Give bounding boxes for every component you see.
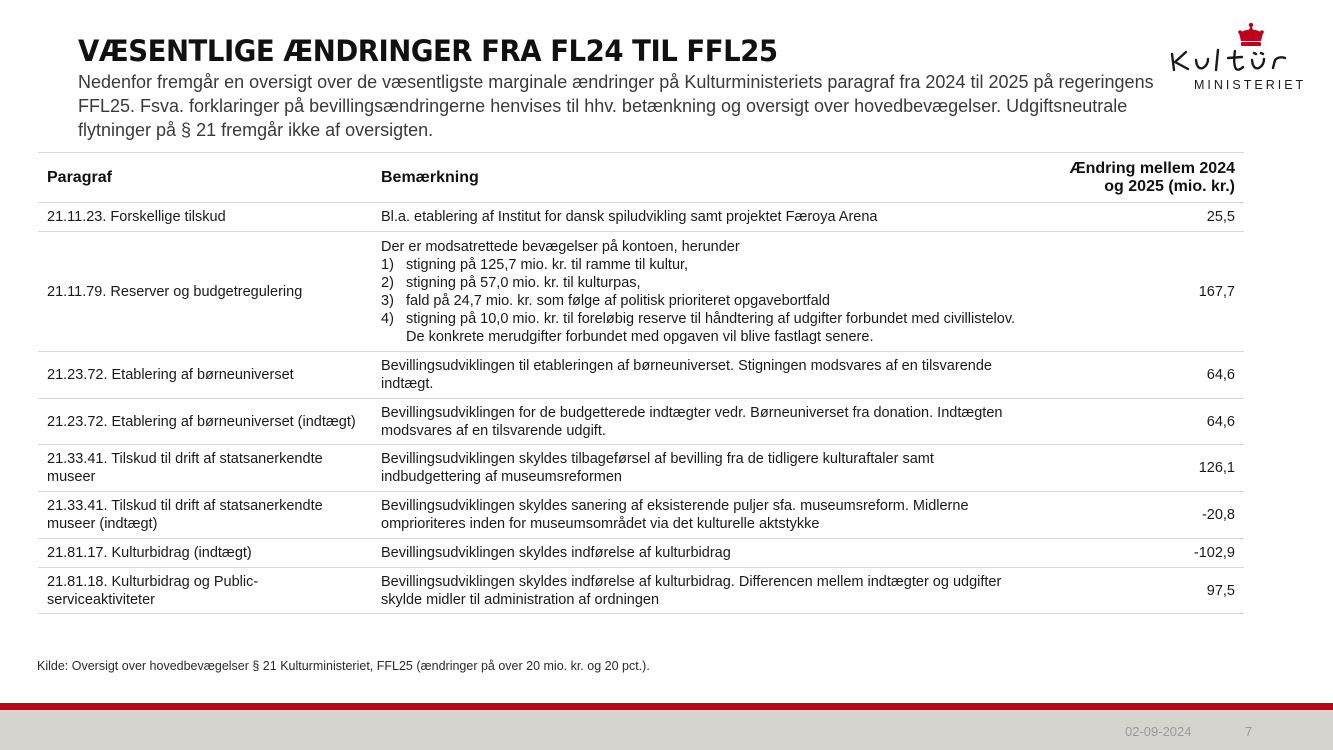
list-item-text: stigning på 57,0 mio. kr. til kulturpas,	[406, 274, 641, 291]
page-subtitle: Nedenfor fremgår en oversigt over de væsentligste marginale ændringer på Kulturministeriets paragraf fra 2024 til 2025 på regeringens FFL25. Fsva. forklaringer på bevillingsændringerne henvises til hhv. betænkning og oversigt over hovedbevægelser. Udgiftsneutrale flytninger på § 21 fremgår ikke af oversigten.	[78, 72, 1154, 140]
row-paragraf: 21.11.79. Reserver og budgetregulering	[38, 232, 372, 352]
row-remark: Bl.a. etablering af Institut for dansk spiludvikling samt projektet Færoya Arena	[372, 203, 1044, 232]
crown-icon	[1236, 22, 1266, 48]
table-row	[38, 352, 1244, 399]
list-item	[381, 292, 1035, 310]
header-change-line2: og 2025 (mio. kr.)	[1104, 177, 1235, 195]
row-remark: Bevillingsudviklingen skyldes sanering af eksisterende puljer sfa. museumsreform. Midlerne omprioriteres inden for museumsområdet via det kulturelle aktstykke	[372, 492, 1044, 539]
list-item-text: fald på 24,7 mio. kr. som følge af politisk prioriteret opgavebortfald	[406, 292, 830, 309]
row-paragraf: 21.23.72. Etablering af børneuniverset (indtægt)	[38, 399, 372, 445]
row-paragraf: 21.81.18. Kulturbidrag og Public-serviceaktiviteter	[38, 568, 372, 614]
row-remark: Bevillingsudviklingen for de budgetterede indtægter vedr. Børneuniverset fra donation. Indtægten modsvares af en tilsvarende udgift.	[372, 399, 1044, 445]
list-item	[381, 256, 1035, 274]
row-paragraf: 21.33.41. Tilskud til drift af statsanerkendte museer (indtægt)	[38, 492, 372, 539]
list-item-number: 2)	[381, 274, 394, 291]
list-item-text: stigning på 10,0 mio. kr. til foreløbig reserve til håndtering af udgifter forbundet med civillistelov. De konkrete merudgifter forbundet med opgaven vil blive fastlagt senere.	[406, 310, 1016, 345]
row-remark	[372, 232, 1044, 352]
list-item-number: 4)	[381, 310, 394, 327]
list-item	[381, 274, 1035, 292]
row-value: -102,9	[1044, 539, 1244, 568]
row-value: 25,5	[1044, 203, 1244, 232]
row-paragraf: 21.23.72. Etablering af børneuniverset	[38, 352, 372, 399]
list-item-number: 1)	[381, 256, 394, 273]
table-header-row	[38, 153, 1244, 203]
footer-date: 02-09-2024	[1125, 724, 1192, 739]
table-row	[38, 232, 1244, 352]
row-value: 167,7	[1044, 232, 1244, 352]
row-value: 64,6	[1044, 399, 1244, 445]
remark-list	[381, 256, 1035, 346]
kultur-script-mark	[1168, 46, 1298, 76]
row-remark: Bevillingsudviklingen skyldes indførelse af kulturbidrag. Differencen mellem indtægter og udgifter skylde midler til administration af ordningen	[372, 568, 1044, 614]
remark-lead: Der er modsatrettede bevægelser på kontoen, herunder	[381, 238, 740, 255]
row-remark: Bevillingsudviklingen skyldes indførelse af kulturbidrag	[372, 539, 1044, 568]
list-item-number: 3)	[381, 292, 394, 309]
table-row	[38, 445, 1244, 492]
header-bemaerkning: Bemærkning	[372, 153, 1044, 203]
logo-wordmark: MINISTERIET	[1194, 78, 1307, 92]
row-paragraf: 21.11.23. Forskellige tilskud	[38, 203, 372, 232]
table-row	[38, 539, 1244, 568]
row-remark: Bevillingsudviklingen skyldes tilbageførsel af bevilling fra de tidligere kulturaftaler samt indbudgettering af museumsreformen	[372, 445, 1044, 492]
row-remark: Bevillingsudviklingen til etableringen af børneuniverset. Stigningen modsvares af en tilsvarende indtægt.	[372, 352, 1044, 399]
row-paragraf: 21.81.17. Kulturbidrag (indtægt)	[38, 539, 372, 568]
row-value: -20,8	[1044, 492, 1244, 539]
header-paragraf: Paragraf	[38, 153, 372, 203]
source-note: Kilde: Oversigt over hovedbevægelser § 21 Kulturministeriet, FFL25 (ændringer på over 20 mio. kr. og 20 pct.).	[37, 659, 650, 673]
list-item-text: stigning på 125,7 mio. kr. til ramme til kultur,	[406, 256, 689, 273]
footer	[0, 710, 1333, 750]
header-change-line1: Ændring mellem 2024	[1069, 159, 1235, 177]
header-change	[1044, 153, 1244, 203]
list-item	[381, 310, 1035, 346]
row-value: 64,6	[1044, 352, 1244, 399]
kulturministeriet-logo	[1168, 22, 1313, 100]
row-paragraf: 21.33.41. Tilskud til drift af statsanerkendte museer	[38, 445, 372, 492]
table-row	[38, 568, 1244, 614]
page-number: 7	[1245, 724, 1253, 739]
page-title: VÆSENTLIGE ÆNDRINGER FRA FL24 TIL FFL25	[78, 34, 778, 68]
table-row	[38, 399, 1244, 445]
row-value: 97,5	[1044, 568, 1244, 614]
table-row	[38, 203, 1244, 232]
changes-table	[38, 152, 1244, 614]
row-value: 126,1	[1044, 445, 1244, 492]
footer-accent-bar	[0, 703, 1333, 710]
table-row	[38, 492, 1244, 539]
